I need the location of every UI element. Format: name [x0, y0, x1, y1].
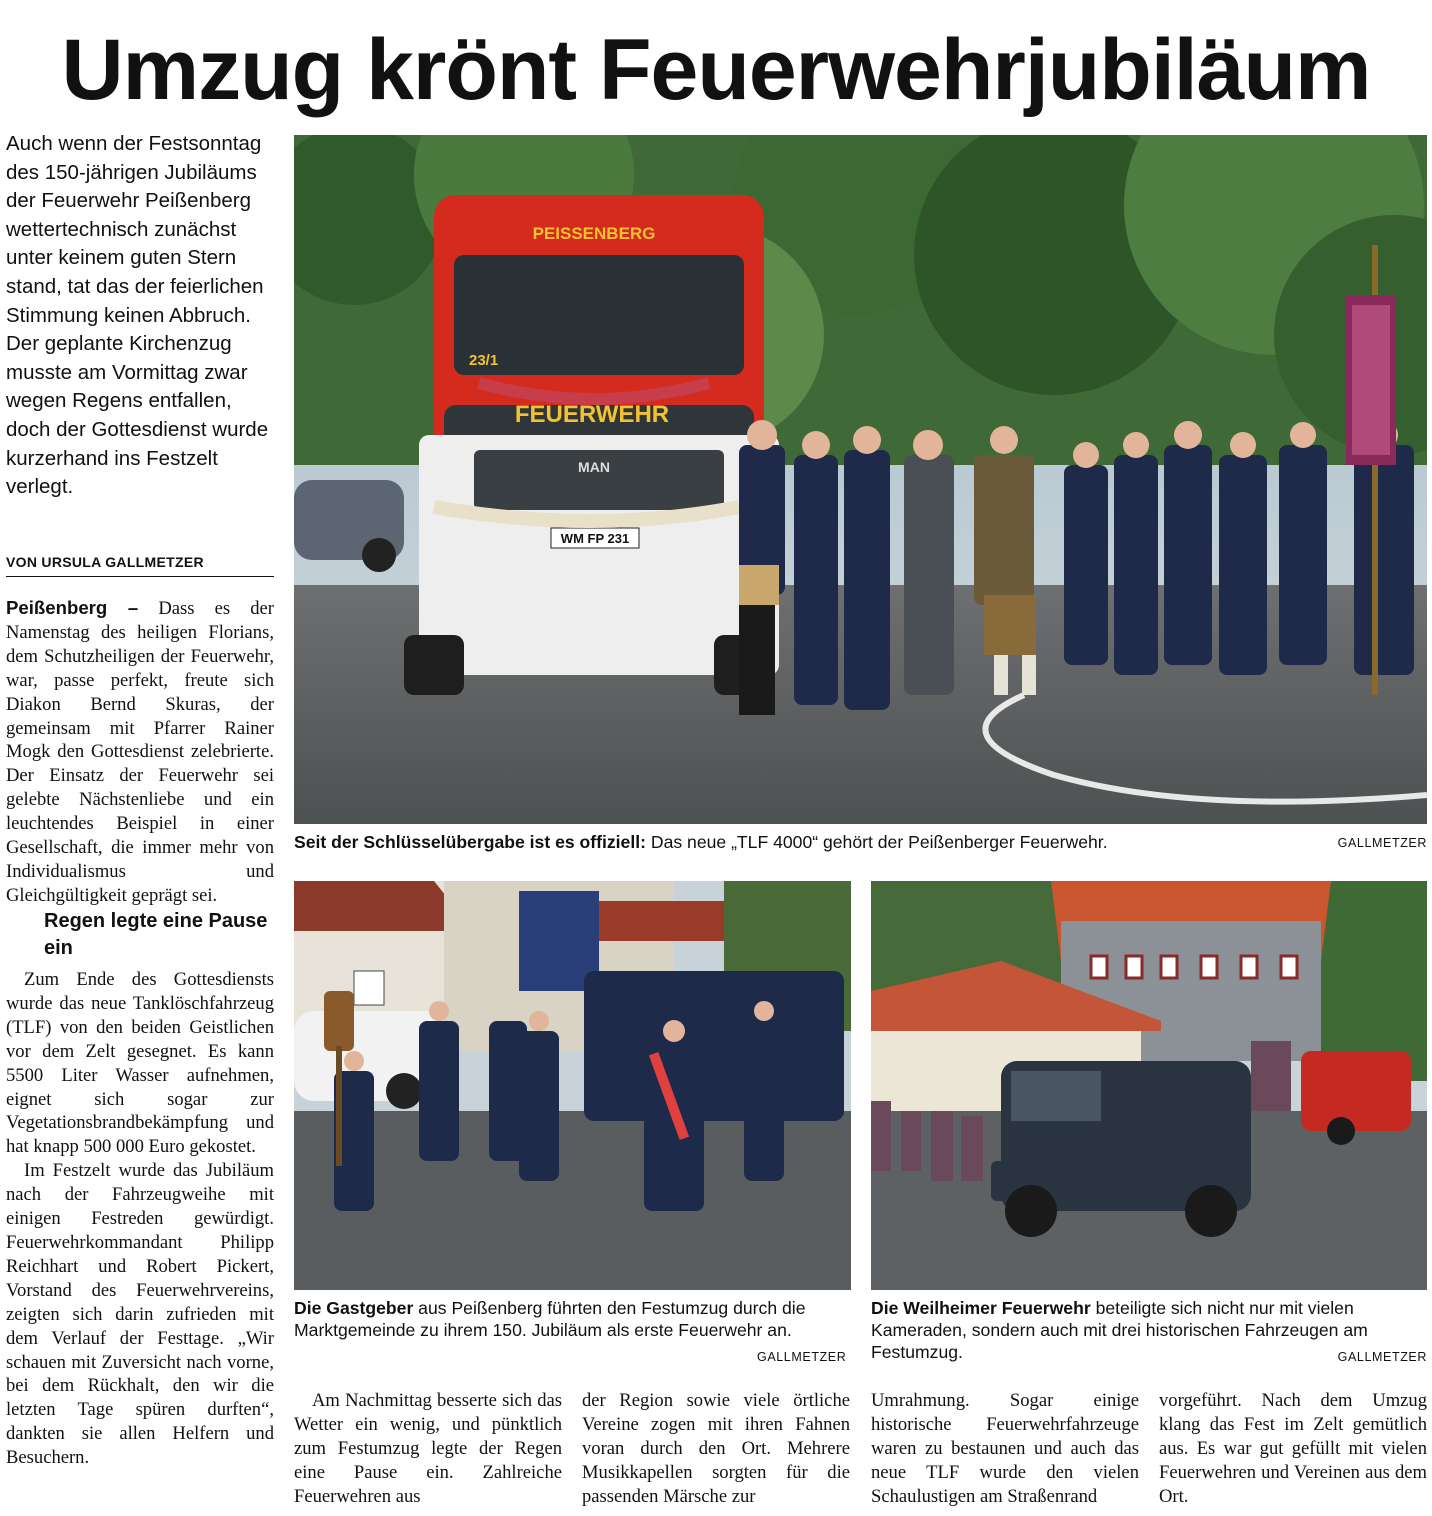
article-body-column-5 [1159, 1389, 1427, 1509]
main-photo [294, 135, 1427, 824]
paragraph-3: Im Festzelt wurde das Jubiläum nach der Fahrzeugweihe mit einigen Festreden gewürdigt. Feuerwehrkommandant Philipp Reichhart und Robert Pickert, Vorstand des Feuerwehrvereins, zeigten sich darin zufrieden mit dem Verlauf der Festtage. „Wir schauen mit Zuversicht nach vorne, bei dem Rückhalt, den wir die letzten Tage spüren durften“, dankten sie allen Helfern und Besuchern. [6, 1160, 274, 1469]
truck-brand: MAN [578, 459, 610, 475]
left-caption-bold: Die Gastgeber [294, 1298, 414, 1318]
paragraph-2: Zum Ende des Gottesdiensts wurde das neue Tanklöschfahrzeug (TLF) von den beiden Geistlichen vor dem Zelt gesegnet. Es kann 5500 Liter Wasser aufnehmen, eignet sich sogar zur Vegetationsbrandbekämpfung und hat knapp 500 000 Euro gekostet. [6, 969, 274, 1158]
subheading: Regen legte eine Pause ein [44, 910, 268, 959]
paragraph-1-text: Dass es der Namenstag des heiligen Florians, dem Schutzheiligen der Feuerwehr, war, passe perfekt, freute sich Diakon Bernd Skuras, der gemeinsam mit Pfarrer Rainer Mogk den Gottesdienst zelebrierte. Der Einsatz der Feuerwehr sei gelebte Nächstenliebe und ein leuchtendes Beispiel in einer Gesellschaft, die immer mehr von Individualismus und Gleichgültigkeit geprägt sei. [6, 598, 274, 906]
main-caption-text: Das neue „TLF 4000“ gehört der Peißenberger Feuerwehr. [645, 832, 1108, 852]
lead-paragraph: Auch wenn der Festsonntag des 150-jährigen Jubiläums der Feuerwehr Peißenberg wettertechnisch zunächst unter keinem guten Stern stand, tat das der feierlichen Stimmung keinen Abbruch. Der geplante Kirchenzug musste am Vormittag zwar wegen Regens entfallen, doch der Gottesdienst wurde kurzerhand ins Festzelt verlegt. [6, 132, 269, 499]
truck-label: FEUERWEHR [514, 401, 670, 428]
column-4-text: Umrahmung. Sogar einige historische Feuerwehrfahrzeuge waren zu bestaunen und auch das neue TLF wurde den vielen Schaulustigen am Straßenrand [871, 1390, 1139, 1507]
truck-sign: PEISSENBERG [532, 224, 656, 243]
article-body-column-1-continued [6, 968, 274, 1470]
license-plate: WM FP 231 [560, 531, 630, 546]
left-photo-credit: GALLMETZER [757, 1350, 847, 1364]
left-caption-text: aus Peißenberg führten den Festumzug durch die Marktgemeinde zu ihrem 150. Jubiläum als erste Feuerwehr an. [294, 1298, 806, 1340]
truck-number: 23/1 [469, 352, 499, 369]
right-caption-bold: Die Weilheimer Feuerwehr [871, 1298, 1091, 1318]
right-photo-credit: GALLMETZER [1337, 1350, 1427, 1364]
main-photo-credit: GALLMETZER [1337, 836, 1427, 850]
right-caption-text: beteiligte sich nicht nur mit vielen Kameraden, sondern auch mit drei historischen Fahrzeugen am Festumzug. [871, 1298, 1368, 1362]
column-5-text: vorgeführt. Nach dem Umzug klang das Fest im Zelt gemütlich aus. Es war gut gefüllt mit vielen Feuerwehren und Vereinen aus dem Ort. [1159, 1390, 1427, 1507]
paragraph-1 [6, 596, 274, 908]
article-body-column-1 [6, 596, 274, 908]
right-photo [871, 881, 1427, 1290]
left-photo [294, 881, 851, 1290]
left-photo-caption [294, 1297, 851, 1341]
article-body-column-3 [582, 1389, 850, 1509]
main-caption-bold: Seit der Schlüsselübergabe ist es offiziell: [294, 832, 646, 852]
column-2-text: Am Nachmittag besserte sich das Wetter ein wenig, und pünktlich zum Festumzug legte der Regen eine Pause ein. Zahlreiche Feuerwehren aus [294, 1390, 562, 1507]
article-body-column-4 [871, 1389, 1139, 1509]
dateline: Peißenberg – [6, 597, 139, 618]
article-body-column-2 [294, 1389, 562, 1509]
main-photo-caption [294, 831, 1314, 853]
byline: VON URSULA GALLMETZER [6, 551, 274, 577]
headline: Umzug krönt Feuerwehrjubiläum [61, 22, 1371, 118]
column-3-text: der Region sowie viele örtliche Vereine zogen mit ihren Fahnen voran durch den Ort. Mehrere Musikkapellen sorgten für die passenden Märsche zur [582, 1390, 850, 1507]
